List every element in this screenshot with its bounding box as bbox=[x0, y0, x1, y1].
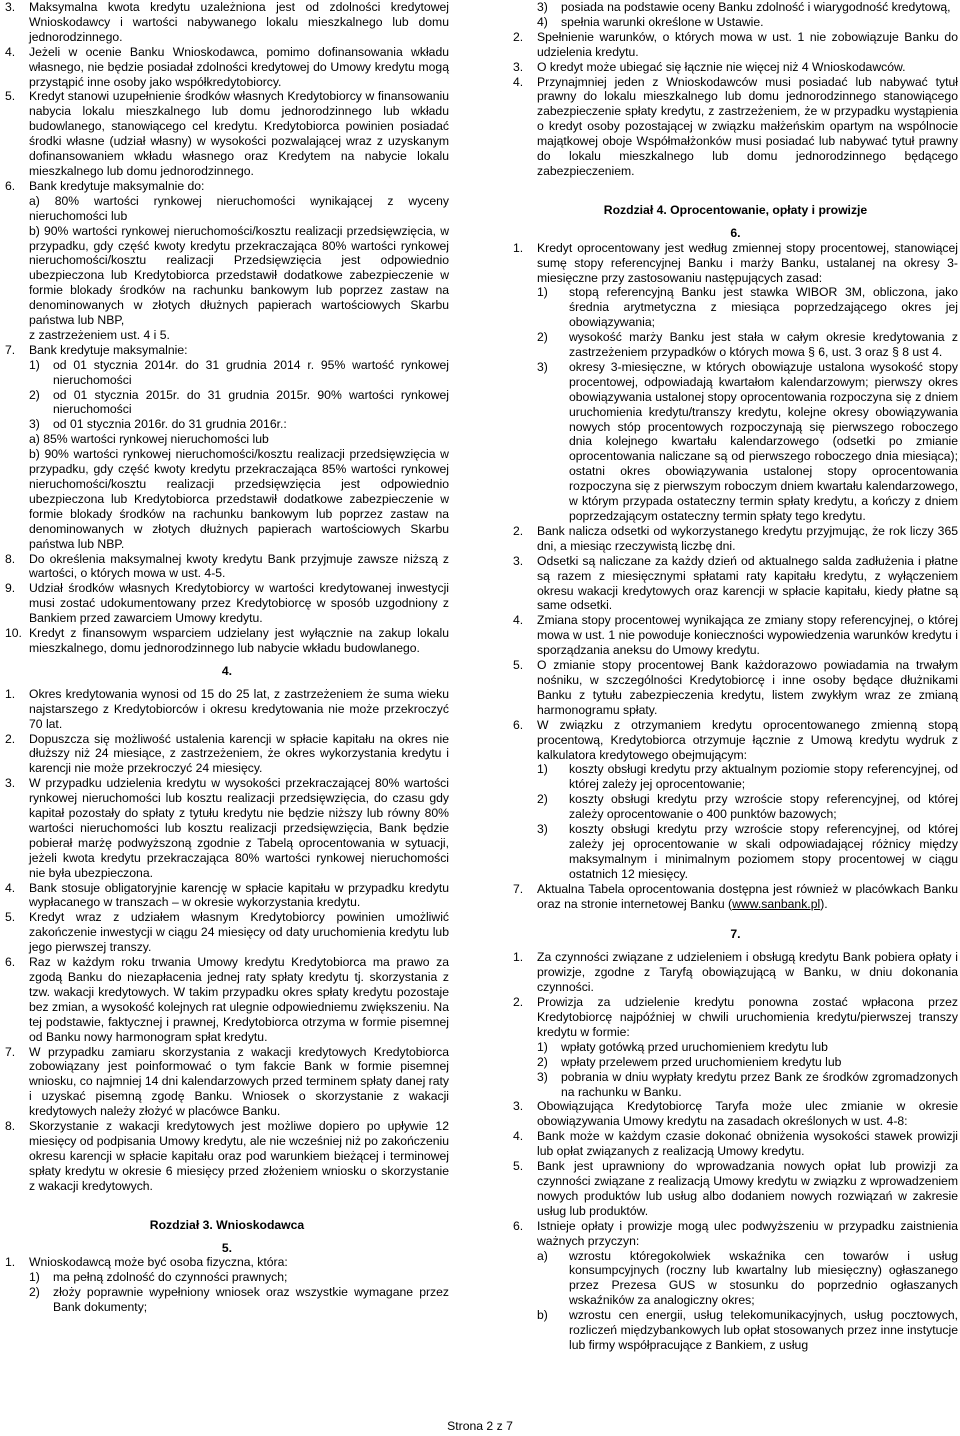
item-6-point-a: a) 80% wartości rynkowej nieruchomości wynikającej z wyceny nieruchomości lub bbox=[29, 193, 449, 223]
section-6-rest bbox=[513, 524, 958, 763]
chapter-4-heading: Rozdział 4. Oprocentowanie, opłaty i prowizje bbox=[603, 202, 868, 217]
section7-reason-2: b) wzrostu cen energii, usług telekomunikacyjnych, usług pocztowych, rozliczeń międzybankowych lub opłat stosowanych przez inne instytucje lub firmy współpracujące z Bankiem, z usług bbox=[537, 1308, 958, 1352]
section5-item-3: 4. Przynajmniej jeden z Wnioskodawców musi posiadać lub nabywać tytuł prawny do lokalu mieszkalnego lub domu jednorodzinnego stanowiącego zabezpieczenie spłaty kredytu, z zastrzeżeniem, że w przypadku wystąpienia o kredyt osoby pozostającej w związku małżeńskim opartym na wspólnocie majątkowej oboje Współmałżonków musi posiadać lub nabywać tytuł prawny do lokalu mieszkalnego lub domu jednorodzinnego będącego zabezpieczeniem. bbox=[513, 74, 958, 178]
section4-item-7: 7. W przypadku zamiaru skorzystania z wakacji kredytowych Kredytobiorca zobowiązany jest poinformować o tym fakcie Bank w formie pisemnej wniosku, co najmniej 14 dni kalendarzowych przed terminem spłaty danej raty i uzyskać pisemną zgodę Banku. Wniosek o skorzystanie z wakacji kredytowych należy złożyć w placówce Banku. bbox=[5, 1044, 449, 1119]
item-7-point-b: b) 90% wartości rynkowej nieruchomości/kosztu realizacji przedsięwzięcia w przypadku, gdy część kwoty kredytu przekraczająca 85% wartości rynkowej nieruchomości/kosztu realizacji przedsięwzięcia jest odpowiednio ubezpieczona lub Kredytobiorca przedstawił dodatkowe zabezpieczenie w formie blokady środków na rachunku bankowym lub poprzez zastaw na denominowanych w złotych dłużnych papierach wartościowych Skarbu państwa lub NBP. bbox=[29, 447, 449, 551]
section-6-heading: 6. bbox=[730, 225, 741, 240]
item-7-sub-2: 2) od 01 stycznia 2015r. do 31 grudnia 2015r. 90% wartości rynkowej nieruchomości bbox=[29, 387, 449, 417]
section7-item-3: 5. Bank jest uprawniony do wprowadzania nowych opłat lub prowizji za czynności związane z realizacją Umowy kredytu w związku z wprowadzeniem nowych produktów lub usług albo dodaniem nowych rozwiązań w zakresie usług lub produktów. bbox=[513, 1159, 958, 1218]
item-7-sub-3: 3) od 01 stycznia 2016r. do 31 grudnia 2016r.: bbox=[29, 417, 287, 432]
bank-website-link[interactable]: www.sanbank.pl bbox=[732, 896, 821, 911]
section-7-rest bbox=[513, 1099, 958, 1248]
page-number: Strona 2 z 7 bbox=[447, 1419, 513, 1433]
chapter-3-heading: Rozdział 3. Wnioskodawca bbox=[149, 1217, 305, 1232]
section6-cost-1: 1) koszty obsługi kredytu przy aktualnym poziomie stopy referencyjnej, od której zależy jej oprocentowanie; bbox=[537, 762, 958, 792]
section-7-item-2-methods bbox=[513, 1040, 958, 1100]
section6-rule-1: 1) stopą referencyjną Banku jest stawka WIBOR 3M, obliczona, jako średnia arytmetyczna z miesiąca poprzedzającego okres jej obowiązywania; bbox=[537, 285, 958, 330]
section7-item-2: 2. Prowizja za udzielenie kredytu ponowna zostać wpłacona przez Kredytobiorcę najpóźniej w chwili uruchomienia kredytu/pierwszej transzy kredytu w formie: bbox=[513, 995, 958, 1039]
section3-item-3: 3. Maksymalna kwota kredytu uzależniona jest od zdolności kredytowej Wnioskodawcy i wartości nabywanego lokalu mieszkalnego lub domu jednorodzinnego. bbox=[5, 0, 449, 44]
section7-method-3: 3) pobrania w dniu wypłaty kredytu przez Bank ze środków zgromadzonych na rachunku w Banku. bbox=[537, 1069, 958, 1099]
section5-item-1: 1. Wnioskodawcą może być osoba fizyczna, która: bbox=[5, 1255, 288, 1270]
section-7-item-6-reasons bbox=[513, 1249, 958, 1353]
item-7-sub-1: 1) od 01 stycznia 2014r. do 31 grudnia 2014 r. 95% wartość rynkowej nieruchomości bbox=[29, 357, 449, 387]
section3-item-10: 10. Kredyt z finansowym wsparciem udzielany jest wyłącznie na zakup lokalu mieszkalnego, domu jednorodzinnego lub nabycie wkładu budowlanego. bbox=[5, 626, 449, 655]
section4-item-3: 3. W przypadku udzielenia kredytu w wysokości przekraczającej 80% wartości rynkowej nieruchomości lub kosztu realizacji przedsięwzięcia, do czasu gdy kapitał pozostały do spłaty z tytułu kredytu nie będzie niższy lub równy 80% wartości nieruchomości lub kosztu realizacji przedsięwzięcia, Bank będzie pobierał marżę podwyższoną zgodnie z Tabelą oprocentowania w sytuacji, jeżeli kwota kredytu przekraczająca 80% wartości rynkowej nieruchomości nie była ubezpieczona. bbox=[5, 776, 449, 880]
section7-item-1: 1. Za czynności związane z udzieleniem i obsługą kredytu Bank pobiera opłaty i prowizje, zgodne z Taryfą obowiązującą w Banku, w dniu dokonania czynności. bbox=[513, 950, 958, 995]
section5-condition-2: 2) złoży poprawnie wypełniony wniosek oraz wszystkie wymagane przez Bank dokumenty; bbox=[29, 1285, 449, 1315]
item-7-point-a: a) 85% wartości rynkowej nieruchomości lub bbox=[29, 432, 269, 447]
section3-item-7: 7. Bank kredytuje maksymalnie: bbox=[5, 342, 188, 357]
right-column bbox=[513, 0, 958, 1353]
section4-item-4: 4. Bank stosuje obligatoryjnie karencję w spłacie kapitału w przypadku kredytu wypłacanego w transzach – w okresie wykorzystania kredytu. bbox=[5, 880, 449, 910]
section7-method-2: 2) wpłaty przelewem przed uruchomieniem kredytu lub bbox=[537, 1054, 842, 1069]
section7-reason-1: a) wzrostu któregokolwiek wskaźnika cen towarów i usług konsumpcyjnych (roczny lub kwartalny lub miesięczny) ogłaszanego przez Prezesa GUS w stosunku do poprzednio ogłaszanych wskaźników za analogiczny okres; bbox=[537, 1248, 958, 1308]
section7-item-4: 6. Istnieje opłaty i prowizje mogą ulec podwyższeniu w przypadku zaistnienia ważnych przyczyn: bbox=[513, 1218, 958, 1248]
section6-rule-2: 2) wysokość marży Banku jest stała w całym okresie kredytowania z zastrzeżeniem przypadków o których mowa § 6, ust. 3 oraz § 8 ust 4. bbox=[537, 330, 958, 360]
section6-item-1: 1. Kredyt oprocentowany jest według zmiennej stopy procentowej, stanowiącej sumę stopy referencyjnej Banku i marży Banku, ustalanej na okresy 3-miesięczne przy zastosowaniu następujących zasad: bbox=[513, 240, 958, 285]
section6-item-7: 7. Aktualna Tabela oprocentowania dostępna jest również w placówkach Banku oraz na stronie internetowej Banku (www.sanbank.pl). bbox=[513, 881, 958, 911]
section5-item-2: 3. O kredyt może ubiegać się łącznie nie więcej niż 4 Wnioskodawców. bbox=[513, 59, 906, 74]
item-6-point-b: b) 90% wartości rynkowej nieruchomości/kosztu realizacji przedsięwzięcia, w przypadku, gdy część kwoty kredytu przekraczająca 80% wartości rynkowej nieruchomości/kosztu realizacji Przedsięwzięcia jest odpowiednio ubezpieczona lub Kredytobiorca przedstawił dodatkowe zabezpieczenie w formie blokady środków na rachunku bankowym lub poprzez zastaw na denominowanych w złotych dłużnych papierach wartościowych Skarbu państwa lub NBP, bbox=[29, 223, 449, 328]
section-6-item-6-costs bbox=[513, 762, 958, 881]
section-5-heading: 5. bbox=[221, 1240, 233, 1255]
left-column bbox=[5, 0, 449, 1315]
section4-item-5: 5. Kredyt wraz z udziałem własnym Kredytobiorcy powinien umożliwić zakończenie inwestycji w ciągu 24 miesięcy od daty uruchomienia kredytu lub jego pierwszej transzy. bbox=[5, 910, 449, 955]
section-4-list bbox=[5, 687, 449, 1194]
section3-item-5: 5. Kredyt stanowi uzupełnienie środków własnych Kredytobiorcy w finansowaniu nabycia lokalu mieszkalnego lub domu jednorodzinnego lub wkładu budowlanego, stanowiącego cel kredytu. Kredytobiorca powinien posiadać środki własne (udział własny) w wysokości pozwalającej wraz z uzyskanym dofinansowaniem wkładu własnego oraz Kredytem na nabycie lokalu mieszkalnego lub domu jednorodzinnego. bbox=[5, 89, 449, 178]
section-5-rest bbox=[513, 30, 958, 179]
section3-item-8: 8. Do określenia maksymalnej kwoty kredytu Bank przyjmuje zawsze niższą z wartości, o których mowa w ust. 4-5. bbox=[5, 551, 449, 581]
section-4-heading: 4. bbox=[221, 663, 233, 678]
section7-method-1: 1) wpłaty gotówką przed uruchomieniem kredytu lub bbox=[537, 1039, 828, 1054]
section3-item-6: 6. Bank kredytuje maksymalnie do: bbox=[5, 178, 205, 193]
section4-item-2: 2. Dopuszcza się możliwość ustalenia karencji w spłacie kapitału na okres nie dłuższy niż 24 miesiące, z zastrzeżeniem, że okres wykorzystania kredytu i karencji nie może przekroczyć 24 miesięcy. bbox=[5, 731, 449, 776]
section5-condition-1: 1) ma pełną zdolność do czynności prawnych; bbox=[29, 1270, 288, 1285]
section4-item-8: 8. Skorzystanie z wakacji kredytowych jest możliwe dopiero po upływie 12 miesięcy od podpisania Umowy kredytu, ale nie wcześniej niż po zakończeniu okresu karencji w spłacie kapitału oraz pod warunkiem bieżącej i terminowej spłaty kredytu w okresie 6 miesięcy przed złożeniem wniosku o skorzystanie z wakacji kredytowych. bbox=[5, 1119, 450, 1193]
section5-condition-cont-1: 3) posiada na podstawie oceny Banku zdolność i wiarygodność kredytową, bbox=[537, 0, 951, 14]
section3-item-4: 4. Jeżeli w ocenie Banku Wnioskodawca, pomimo dofinansowania wkładu własnego, nie będzie posiadał zdolności kredytowej do Umowy kredytu mogą przystąpić inne osoby jako współkredytobiorcy. bbox=[5, 44, 449, 89]
item-6-tail: z zastrzeżeniem ust. 4 i 5. bbox=[29, 327, 170, 342]
section7-item-2: 4. Bank może w każdym czasie dokonać obniżenia wysokości stawek prowizji lub opłat związanych z realizacją Umowy kredytu. bbox=[513, 1129, 958, 1159]
section4-item-6: 6. Raz w każdym roku trwania Umowy kredytu Kredytobiorca ma prawo za zgodą Banku do niezapłacenia jednej raty spłaty kredytu tj. skorzystania z tzw. wakacji kredytowych. W takim przypadku okres spłaty kredytu pozostaje bez zmian, a wysokość kolejnych rat ulegnie odpowiedniemu zwiększeniu. Na tej podstawie, faktycznej i prawnej, Kredytobiorca otrzyma w formie pisemnej od Banku nowy harmonogram spłat kredytu. bbox=[5, 955, 450, 1044]
section-5-conditions bbox=[5, 1270, 449, 1315]
section6-item-1: 2. Bank nalicza odsetki od wykorzystanego kredytu przyjmując, że rok liczy 365 dni, a miesiąc rzeczywistą liczbę dni. bbox=[513, 523, 958, 553]
section-6-item-1-rules bbox=[513, 285, 958, 524]
section3-item-9: 9. Udział środków własnych Kredytobiorcy w wartości kredytowanej inwestycji musi zostać udokumentowany przez Kredytobiorcę w sposób uzgodniony z Bankiem przed zawarciem Umowy kredytu. bbox=[5, 581, 449, 626]
section6-item-2: 3. Odsetki są naliczane za każdy dzień od aktualnego salda zadłużenia i płatne są razem z miesięcznymi spłatami raty kapitału kredytu, z wyłączeniem okresu wakacji kredytowych oraz karencji w spłacie kapitału, kiedy płatne są same odsetki. bbox=[513, 553, 958, 613]
section7-item-1: 3. Obowiązująca Kredytobiorcę Taryfa może ulec zmianie w okresie obowiązywania Umowy kredytu na zasadach określonych w ust. 4-8: bbox=[513, 1099, 958, 1129]
section6-item-5: 6. W związku z otrzymaniem kredytu oprocentowanego zmienną stopą procentową, Kredytobiorca otrzymuje łącznie z Umową kredytu wydruk z kalkulatora kredytowego obejmującym: bbox=[513, 717, 958, 762]
section6-rule-3: 3) okresy 3-miesięczne, w których obowiązuje ustalona wysokość stopy procentowej, odpowiadają kwartałom kalendarzowym; pierwszy okres obowiązywania ustalonej stopy oprocentowania rozpoczyna się z dniem uruchomienia kredytu/transzy kredytu, kolejne okresy obowiązywania nowych stóp procentowych rozpoczynają się pierwszego roboczego dnia kolejnego kwartału kalendarzowego (odsetki po zmianie oprocentowania naliczane są od pierwszego roboczego dnia miesiąca); ostatni okres obowiązywania ustalonej stopy oprocentowania rozpoczyna się z pierwszym roboczym dniem kwartału kalendarzowego, w którym przypada ostateczny termin spłaty kredytu, a kończy z dniem poprzedzającym ostateczny termin spłaty tego kredytu. bbox=[537, 359, 958, 523]
section5-condition-cont-2: 4) spełnia warunki określone w Ustawie. bbox=[537, 14, 764, 29]
section6-item-3: 4. Zmiana stopy procentowej wynikająca ze zmiany stopy referencyjnej, o której mowa w ust. 1 nie powoduje konieczności wypowiedzenia warunków kredytu i sporządzania aneksu do Umowy kredytu. bbox=[513, 613, 958, 658]
section6-cost-2: 2) koszty obsługi kredytu przy wzroście stopy referencyjnej, od której zależy oprocentowanie o 400 punktów bazowych; bbox=[537, 792, 958, 822]
section-7-heading: 7. bbox=[730, 927, 741, 942]
section6-item-4: 5. O zmianie stopy procentowej Bank każdorazowo powiadamia na trwałym nośniku, w szczególności Kredytobiorcę i inne osoby będące dłużnikami Banku z tytułu zabezpieczenia kredytu, listem zwykłym wraz ze zmianą harmonogramu spłaty. bbox=[513, 658, 958, 717]
section6-cost-3: 3) koszty obsługi kredytu przy wzroście stopy referencyjnej, od której zależy jej oprocentowanie w skali odpowiadającej różnicy między maksymalnym i minimalnym poziomem stopy procentowej w ciągu ostatnich 12 miesięcy. bbox=[537, 822, 958, 881]
section5-item-1: 2. Spełnienie warunków, o których mowa w ust. 1 nie zobowiązuje Banku do udzielenia kredytu. bbox=[513, 29, 958, 59]
section4-item-1: 1. Okres kredytowania wynosi od 15 do 25 lat, z zastrzeżeniem że suma wieku najstarszego z Kredytobiorców i okresu kredytowania nie może przekroczyć 70 lat. bbox=[5, 686, 449, 731]
section-5-conditions-continued bbox=[513, 0, 958, 30]
